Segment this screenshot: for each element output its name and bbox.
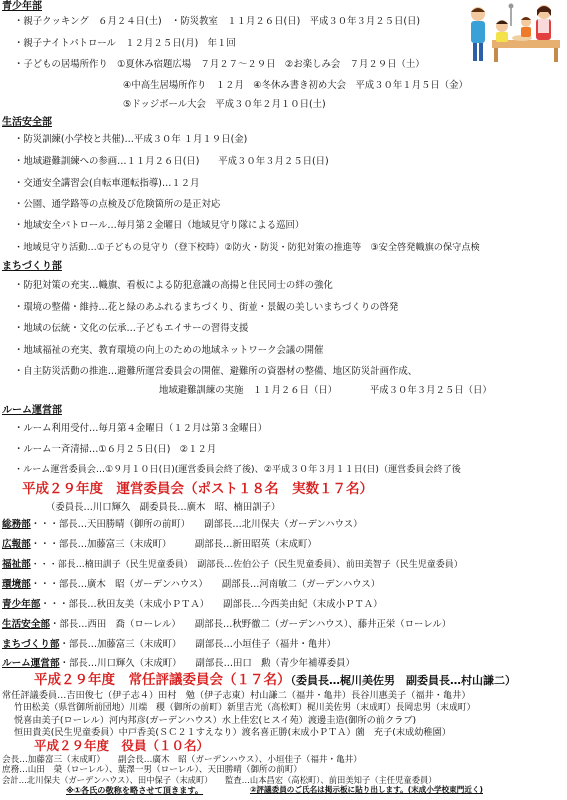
room-item-committee: ・ ルーム運営委員会…①９月１０日(日)(運営委員会終了後)、②平成３０年３月１１日(日)（運営委員会終了後 [14, 466, 461, 475]
unei-row [2, 640, 336, 650]
hyogi-committee-chair: （委員長…梶川美佐男 副委員長…村山謙二） [290, 674, 516, 687]
unei-row [2, 540, 317, 550]
yakuin-line-1: 会長…加藤富三（末成町） 副会長…廣木 昭（ガーデンハウス）、小垣佳子（福井・亀井） [2, 755, 362, 765]
safety-item-patrol: ・ 地域安全パトロール…毎月第２金曜日（地域見守り隊による巡回） [14, 221, 304, 230]
section-heading-room: ルーム運営部 [2, 405, 62, 416]
youth-item-cooking-safety: ・ 親子クッキング ６月２４日(土) ・防災教室 １１月２６日(日) 平成３０年３月２５日(日) [14, 17, 420, 26]
yakuin-line-2: 庶務…山田 榮（ローレル）、葉澤一男（ローレル）、天田勝晴（御所の前町） [2, 765, 303, 775]
hyogi-members-line-1: 常任評議委員…吉田俊七（伊子志４）田村 勉（伊子志東）村山謙二（福井・亀井）長谷川惠美子（福井・亀井） [2, 690, 471, 701]
unei-row-category: 生活安全部 [2, 619, 50, 630]
hyogi-committee-title: 平成２９年度 常任評議委員会（１７名） [34, 672, 291, 688]
cooking-family-illustration [462, 2, 562, 64]
youth-item-place-2: ④中高生居場所作り １２月 ④冬休み書き初め大会 平成３０年１月５日（金） [123, 80, 468, 91]
unei-row [2, 600, 383, 610]
safety-item-watch: ・ 地域見守り活動…①子どもの見守り（登下校時）②防火・防災・防犯対策の推進等 ③安全啓発幟旗の保守点検 [14, 243, 480, 252]
youth-item-place: ・ 子どもの居場所作り ①夏休み宿題広場 ７月２７～２９日 ②お楽しみ会 ７月２９日（土） [14, 60, 425, 69]
unei-committee-title: 平成２９年度 運営委員会（ポスト１８名 実数１７名） [22, 481, 373, 497]
unei-row-text: ・部長…西田 喬（ローレル） 副部長…秋野徹二（ガーデンハウス）、藤井正栄（ローレル） [49, 619, 452, 630]
safety-item-drill: ・ 防災訓練(小学校と共催)…平成３０年 １月１９日(金) [14, 135, 247, 144]
town-item-environment: ・ 環境の整備・維持…花と緑のあふれるまちづくり、街並・景観の美しいまちづくりの啓発 [14, 303, 398, 312]
unei-row [2, 520, 362, 530]
hyogi-members-line-3: 悦喜由美子(ローレル）河内邦彦(ガーデンハウス）水上佳宏(ヒスイ苑）渡邊圭造(御所の前クラブ) [14, 715, 417, 726]
unei-row [2, 580, 380, 590]
safety-item-traffic: ・ 交通安全講習会(自転車運転指導)…１２月 [14, 179, 199, 188]
note-honorifics: ※①各氏の敬称を略させて頂きます。 [66, 785, 204, 795]
room-item-cleaning: ・ ルーム一斉清掃…①６月２５日(日) ②１２月 [14, 445, 216, 454]
unei-row [2, 659, 355, 669]
unei-row-text: ・・・部長…天田勝晴（御所の前町） 副部長…北川保夫（ガーデンハウス） [30, 519, 363, 530]
town-item-disaster: ・ 自主防災活動の推進…避難所運営委員会の開催、避難所の資器材の整備、地区防災計画作成、 [14, 367, 417, 376]
youth-item-place-3: ⑤ドッジボール大会 平成３０年２月１０日(土) [123, 99, 326, 110]
youth-item-night-patrol: ・ 親子ナイトパトロール １２月２５日(月) 年１回 [14, 39, 236, 48]
safety-item-parks: ・ 公園、通学路等の点検及び危険箇所の是正対応 [14, 200, 220, 209]
town-item-crime: ・ 防犯対策の充実…幟旗、看板による防犯意識の高揚と住民同士の絆の強化 [14, 281, 333, 290]
yakuin-title: 平成２９年度 役員（１０名） [34, 738, 210, 753]
unei-row [2, 620, 451, 630]
unei-row-text: ・部長…加藤富三（末成町） 副部長…小垣佳子（福井・亀井） [59, 639, 337, 650]
hyogi-members-line-4: 恒田貴美(民生児童委員）中戸香美(ＳＣ２１すえなり）渡名喜正勝(末成小ＰＴＡ）薗 充子(末成幼稚園） [14, 727, 451, 738]
unei-row [2, 560, 463, 570]
unei-row-category: 青少年部 [2, 599, 41, 610]
yakuin-line-3: 会計…北川保夫（ガーデンハウス）、田中保子（末成町） 監査…山本昌宏（高松町）、前田美知子（主任児童委員） [2, 775, 437, 785]
hyogi-members-line-2: 竹田松美（県営御所前団地）川端 稷（御所の前町）新里吉光（高松町）梶川美佐男（末成町）長岡忠男（末成町） [14, 703, 476, 713]
section-heading-town: まちづくり部 [2, 261, 62, 272]
unei-row-text: ・・・部長…加藤富三（末成町） 副部長…新田昭英（末成町） [30, 539, 317, 550]
unei-committee-chair: （委員長…川口輝久 副委員長…廣木 昭、楠田訓子） [46, 502, 281, 513]
town-item-welfare: ・ 地域福祉の充実、教育環境の向上のための地域ネットワーク会議の開催 [14, 346, 323, 355]
unei-row-text: ・・・部長…秋田友美（末成小ＰＴＡ） 副部長…今西美由紀（末成小ＰＴＡ） [40, 599, 383, 610]
unei-row-text: ・部長…川口輝久（末成町） 副部長…田口 勲（青少年補導委員） [59, 658, 355, 669]
unei-row-category: 福祉部 [2, 559, 31, 570]
unei-row-category: 総務部 [2, 519, 31, 530]
note-bulletin: ②評議委員のご氏名は掲示板に貼り出します。(末成小学校東門近く) [250, 785, 483, 794]
town-item-disaster-2: 地域避難訓練の実施 １１月２６日（日） 平成３０年３月２５日（日） [159, 385, 492, 396]
unei-row-category: まちづくり部 [2, 639, 60, 650]
unei-row-category: 広報部 [2, 539, 31, 550]
section-heading-youth: 青少年部 [2, 1, 42, 12]
unei-row-text: ・・・部長…廣木 昭（ガーデンハウス） 副部長…河南敏二（ガーデンハウス） [30, 579, 381, 590]
town-item-culture: ・ 地域の伝統・文化の伝承…子どもエイサーの習得支援 [14, 324, 248, 333]
section-heading-safety: 生活安全部 [2, 117, 52, 128]
unei-row-text: ・・・部長…楠田訓子（民生児童委員） 副部長…佐伯公子（民生児童委員）、前田美智子（民生児童委員） [30, 560, 463, 570]
unei-row-category: ルーム運営部 [2, 658, 60, 669]
room-item-reception: ・ ルーム利用受付…毎月第４金曜日（１２月は第３金曜日） [14, 424, 267, 433]
safety-item-evacuation: ・ 地域避難訓練への参画…１１月２６日(日) 平成３０年３月２５日(日) [14, 157, 329, 166]
unei-row-category: 環境部 [2, 579, 31, 590]
hyogi-committee-header [34, 674, 516, 688]
